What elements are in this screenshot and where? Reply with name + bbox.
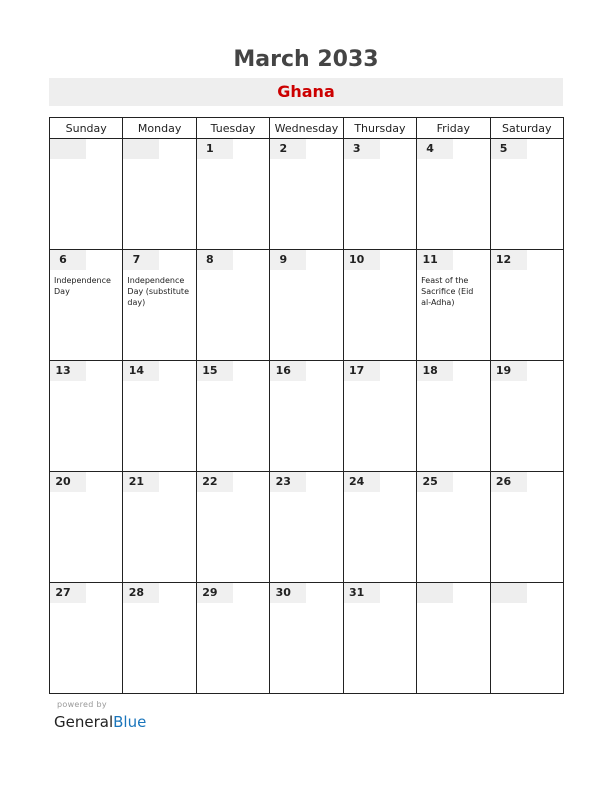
day-number: 13 xyxy=(50,361,86,381)
day-number: 17 xyxy=(344,361,380,381)
day-number xyxy=(50,139,86,159)
holiday-label: Feast of the Sacrifice (Eid al-Adha) xyxy=(421,276,474,307)
day-cell xyxy=(270,250,343,361)
day-cell xyxy=(123,139,196,250)
day-number: 1 xyxy=(197,139,233,159)
day-cell xyxy=(343,250,416,361)
day-cell xyxy=(196,583,269,694)
day-number: 6 xyxy=(50,250,86,270)
day-number: 20 xyxy=(50,472,86,492)
day-number: 4 xyxy=(417,139,453,159)
country-name: Ghana xyxy=(277,82,335,101)
week-row xyxy=(50,361,564,472)
weekday-thursday: Thursday xyxy=(343,118,416,139)
day-number: 27 xyxy=(50,583,86,603)
day-cell xyxy=(417,472,490,583)
day-cell xyxy=(50,139,123,250)
day-number: 25 xyxy=(417,472,453,492)
week-row xyxy=(50,472,564,583)
weekday-saturday: Saturday xyxy=(490,118,563,139)
day-number xyxy=(491,583,527,603)
day-cell xyxy=(270,583,343,694)
weekday-friday: Friday xyxy=(417,118,490,139)
day-cell xyxy=(490,139,563,250)
day-number: 7 xyxy=(123,250,159,270)
holiday-label: Independence Day xyxy=(54,276,111,296)
weekday-header-row xyxy=(50,118,564,139)
day-number: 10 xyxy=(344,250,380,270)
day-number: 30 xyxy=(270,583,306,603)
day-cell xyxy=(196,361,269,472)
calendar-grid xyxy=(49,117,564,694)
day-cell xyxy=(50,583,123,694)
day-cell xyxy=(50,472,123,583)
day-cell xyxy=(490,361,563,472)
day-number: 22 xyxy=(197,472,233,492)
powered-by-label: powered by xyxy=(57,700,107,709)
weekday-wednesday: Wednesday xyxy=(270,118,343,139)
day-cell xyxy=(343,139,416,250)
day-cell xyxy=(343,472,416,583)
day-cell xyxy=(270,139,343,250)
day-number: 16 xyxy=(270,361,306,381)
day-cell xyxy=(417,139,490,250)
day-number: 29 xyxy=(197,583,233,603)
country-banner xyxy=(49,78,563,106)
day-number: 21 xyxy=(123,472,159,492)
day-number: 5 xyxy=(491,139,527,159)
day-number: 18 xyxy=(417,361,453,381)
generalblue-logo xyxy=(54,713,146,731)
day-number: 28 xyxy=(123,583,159,603)
day-number: 23 xyxy=(270,472,306,492)
day-number: 9 xyxy=(270,250,306,270)
day-cell xyxy=(196,472,269,583)
day-cell xyxy=(123,361,196,472)
day-cell xyxy=(490,250,563,361)
brand-general-text: General xyxy=(54,713,114,731)
day-number: 3 xyxy=(344,139,380,159)
day-number: 8 xyxy=(197,250,233,270)
day-cell xyxy=(490,472,563,583)
day-cell xyxy=(196,139,269,250)
day-cell xyxy=(343,583,416,694)
day-number: 31 xyxy=(344,583,380,603)
day-number: 11 xyxy=(417,250,453,270)
weekday-sunday: Sunday xyxy=(50,118,123,139)
week-row xyxy=(50,583,564,694)
week-row xyxy=(50,139,564,250)
day-number: 2 xyxy=(270,139,306,159)
day-number: 14 xyxy=(123,361,159,381)
day-number xyxy=(123,139,159,159)
weekday-monday: Monday xyxy=(123,118,196,139)
day-cell xyxy=(417,361,490,472)
day-number: 26 xyxy=(491,472,527,492)
day-cell xyxy=(417,250,490,361)
day-cell xyxy=(123,472,196,583)
day-number: 24 xyxy=(344,472,380,492)
day-cell xyxy=(343,361,416,472)
day-number: 15 xyxy=(197,361,233,381)
day-cell xyxy=(196,250,269,361)
day-cell xyxy=(123,250,196,361)
day-cell xyxy=(270,361,343,472)
day-number: 19 xyxy=(491,361,527,381)
page-title: March 2033 xyxy=(233,47,379,72)
brand-blue-text: Blue xyxy=(113,713,147,731)
day-cell xyxy=(50,361,123,472)
weekday-tuesday: Tuesday xyxy=(196,118,269,139)
day-number: 12 xyxy=(491,250,527,270)
day-cell xyxy=(123,583,196,694)
day-number xyxy=(417,583,453,603)
holiday-label: Independence Day (substitute day) xyxy=(127,276,189,307)
day-cell xyxy=(417,583,490,694)
day-cell xyxy=(50,250,123,361)
week-row xyxy=(50,250,564,361)
day-cell xyxy=(270,472,343,583)
day-cell xyxy=(490,583,563,694)
